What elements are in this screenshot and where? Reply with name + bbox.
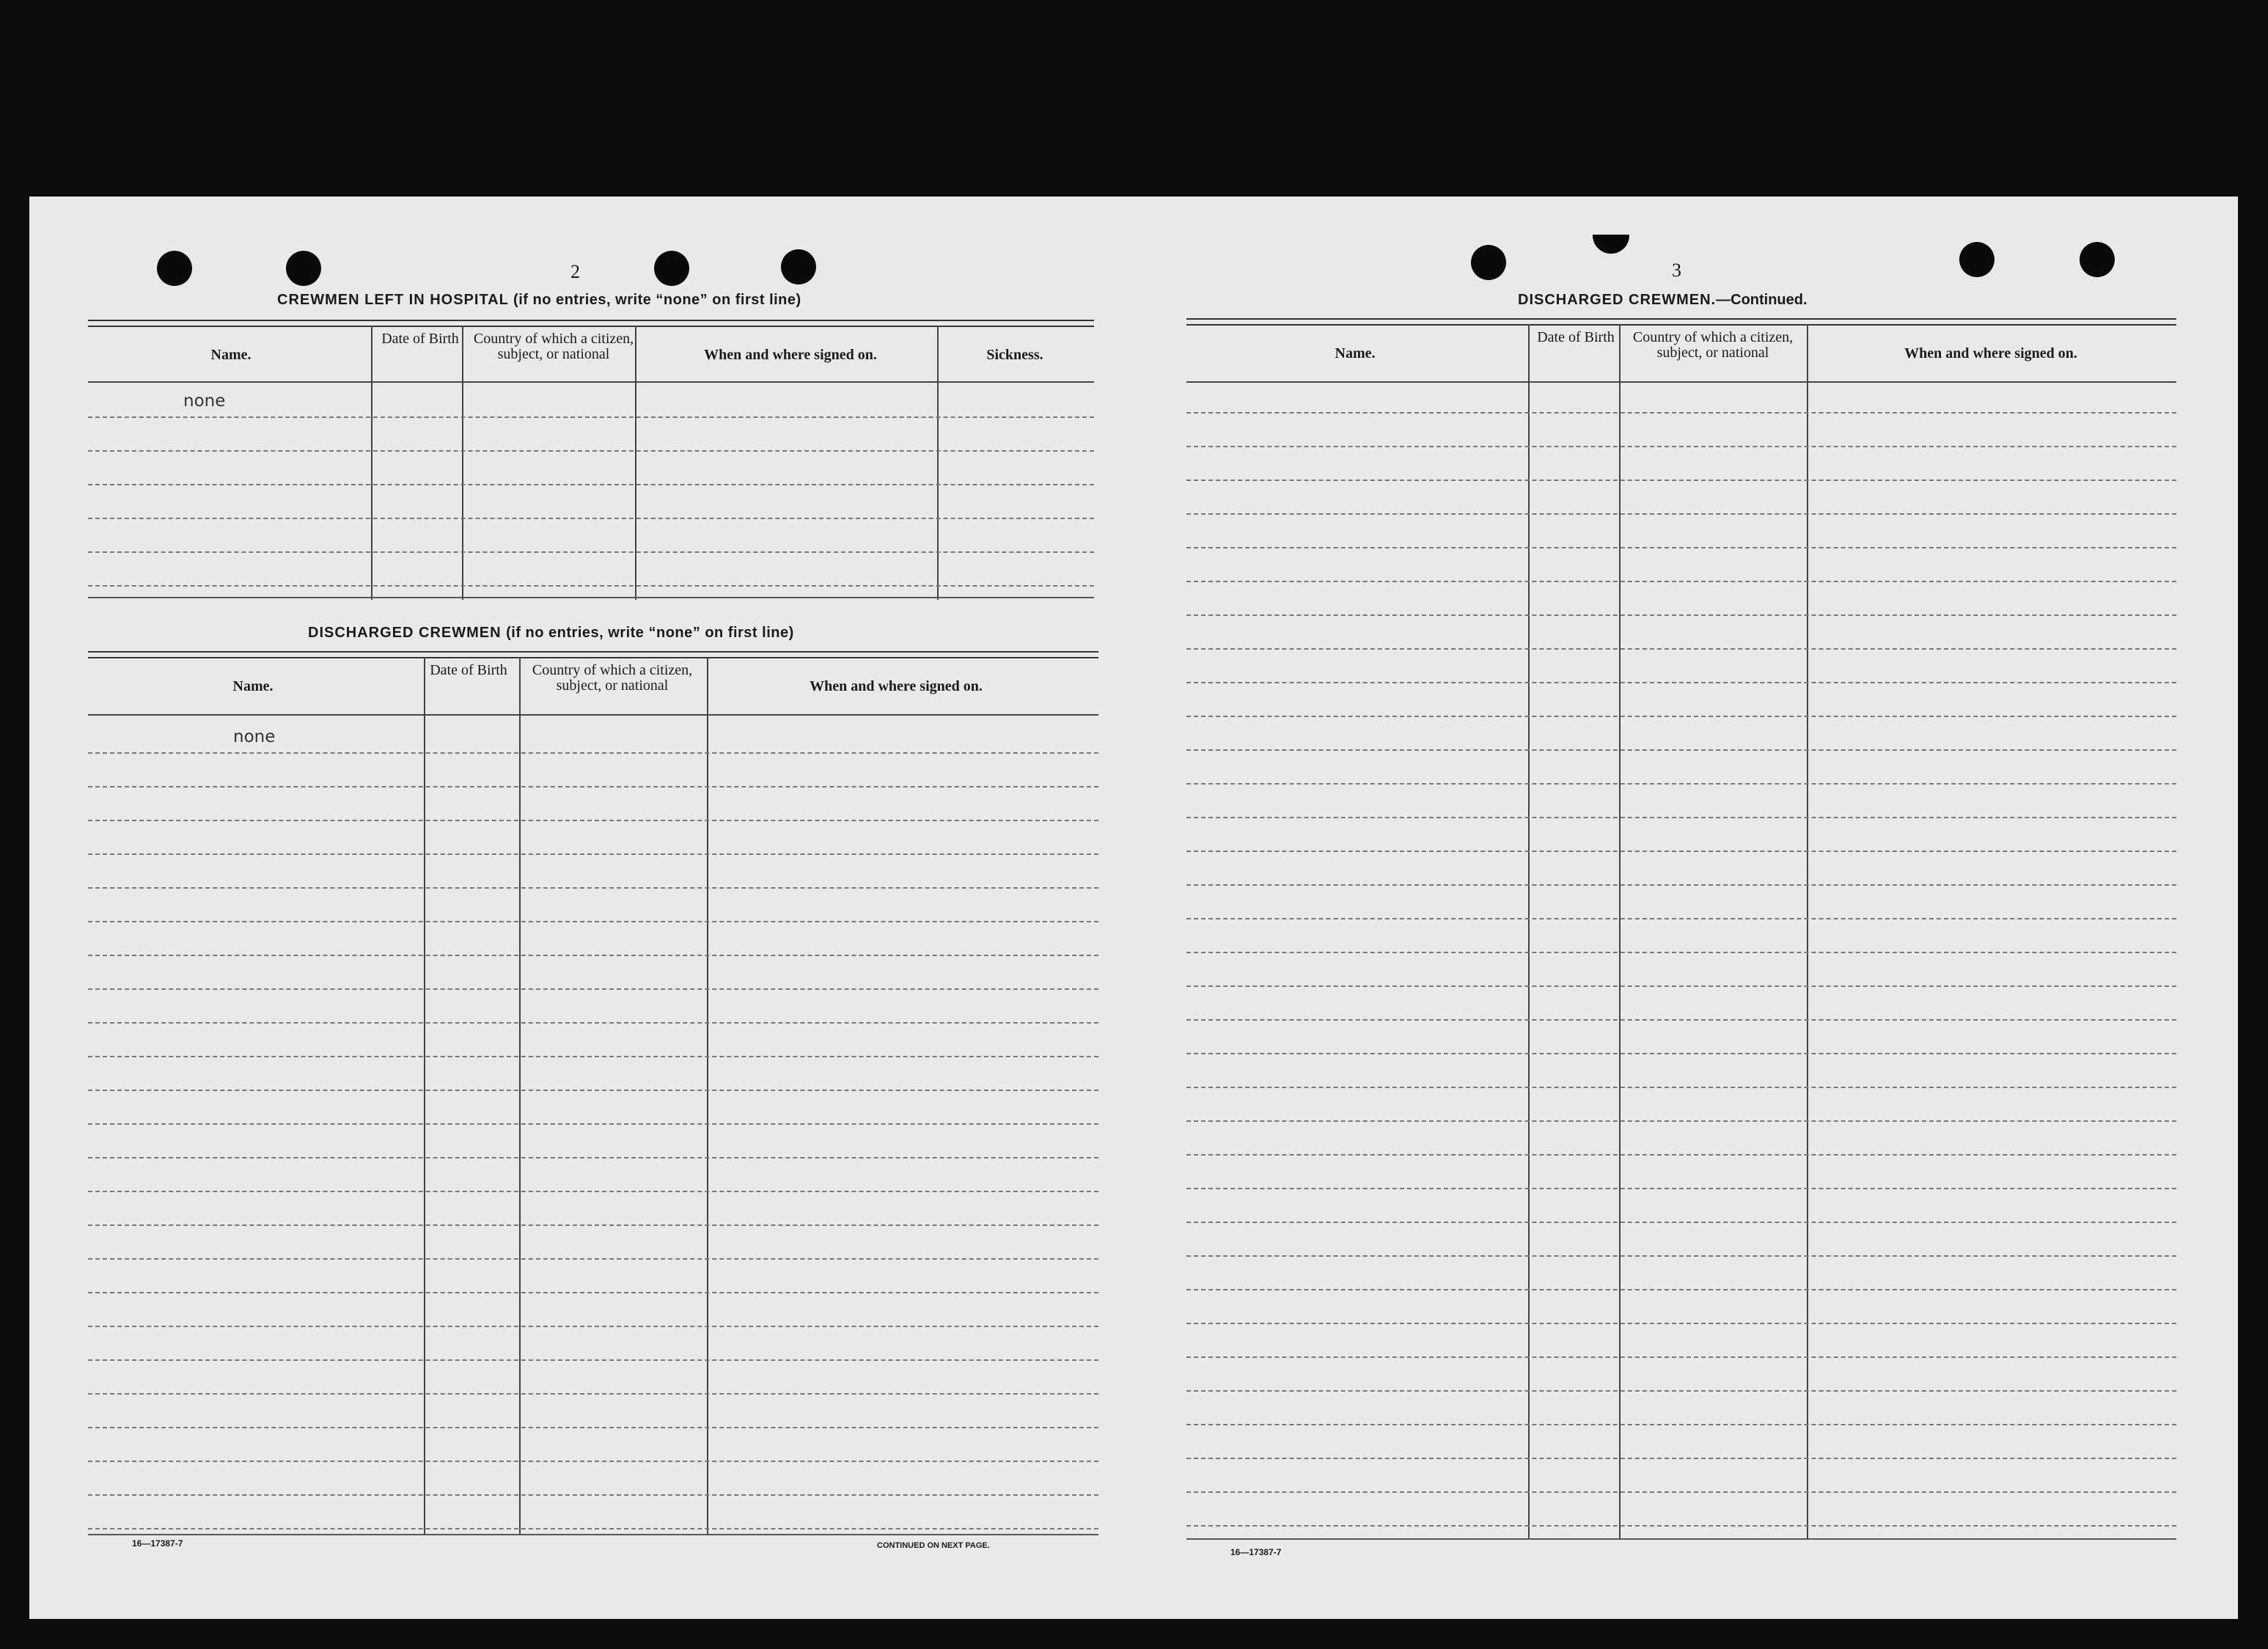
punch-hole-icon: [157, 251, 192, 286]
discharged-continued-title: [1518, 292, 1808, 309]
hospital-title: CREWMEN LEFT IN HOSPITAL: [277, 292, 509, 308]
col-signed-on: When and where signed on.: [810, 678, 983, 694]
col-country: Country of which a citizen, subject, or national: [1632, 329, 1794, 361]
col-date-of-birth: Date of Birth: [430, 662, 507, 678]
col-country: Country of which a citizen, subject, or national: [473, 331, 634, 362]
form-number: 16—17387-7: [1230, 1547, 1282, 1557]
page-number: 2: [570, 261, 580, 282]
punch-hole-icon: [1471, 245, 1506, 280]
discharged-continued-suffix: —Continued.: [1716, 292, 1808, 308]
col-name: Name.: [1335, 345, 1376, 361]
page-number: 3: [1672, 260, 1681, 281]
punch-hole-icon: [1959, 242, 1994, 277]
punch-hole-icon: [781, 249, 816, 284]
hospital-instruction: (if no entries, write “none” on first line): [513, 292, 801, 308]
left-page: [29, 197, 1129, 1619]
hospital-first-entry: none: [183, 392, 226, 411]
hospital-table: [88, 320, 1094, 600]
right-page: [1129, 197, 2238, 1619]
col-name: Name.: [210, 347, 252, 363]
discharged-section-title: [308, 625, 794, 642]
col-date-of-birth: Date of Birth: [381, 331, 459, 347]
col-sickness: Sickness.: [986, 347, 1043, 363]
discharged-continued-table: [1186, 318, 2176, 1543]
continued-note: CONTINUED ON NEXT PAGE.: [877, 1541, 990, 1550]
col-signed-on: When and where signed on.: [704, 347, 877, 363]
document-sheet: [29, 197, 2238, 1619]
discharged-table: [88, 651, 1098, 1537]
punch-hole-icon: [1593, 235, 1629, 254]
punch-hole-icon: [286, 251, 321, 286]
hospital-section-title: [277, 292, 801, 309]
col-date-of-birth: Date of Birth: [1537, 329, 1615, 345]
col-country: Country of which a citizen, subject, or national: [532, 662, 693, 694]
col-signed-on: When and where signed on.: [1904, 345, 2077, 361]
discharged-first-entry: none: [233, 727, 276, 746]
discharged-instruction: (if no entries, write “none” on first line): [506, 625, 794, 641]
punch-hole-icon: [2080, 242, 2115, 277]
discharged-continued-title-text: DISCHARGED CREWMEN.: [1518, 292, 1717, 308]
form-number: 16—17387-7: [132, 1538, 183, 1549]
col-name: Name.: [232, 678, 274, 694]
punch-hole-icon: [654, 251, 689, 286]
discharged-title: DISCHARGED CREWMEN: [308, 625, 502, 641]
